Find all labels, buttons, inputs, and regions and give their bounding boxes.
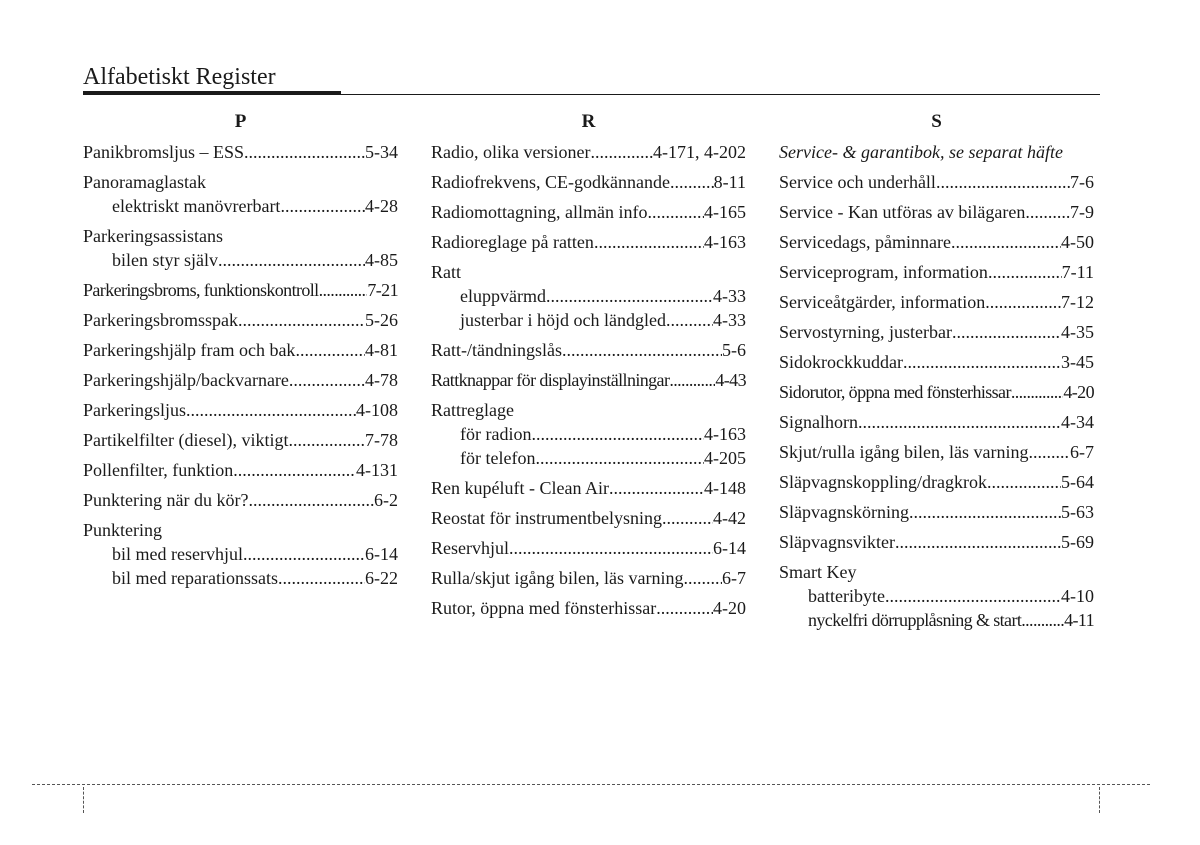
subentry-row [779, 584, 1094, 608]
entry-label: Släpvagnsvikter [779, 532, 895, 552]
subentry-page: 4-11 [1064, 610, 1094, 630]
entry-heading: Rattreglage [431, 400, 514, 420]
entry-row [779, 440, 1094, 464]
dot-leader [233, 458, 356, 482]
subentry-row [83, 248, 398, 272]
entry-page: 4-148 [704, 478, 746, 498]
entry-row [431, 536, 746, 560]
entry-label: Reservhjul [431, 538, 509, 558]
entry-row [431, 170, 746, 194]
entry-page: 5-69 [1061, 532, 1094, 552]
index-entry [431, 506, 746, 530]
index-entry [83, 368, 398, 392]
entry-label: Partikelfilter (diesel), viktigt [83, 430, 289, 450]
entry-label: Parkeringsljus [83, 400, 186, 420]
entry-row [779, 410, 1094, 434]
entry-page: 7-21 [367, 280, 398, 300]
index-entry [431, 566, 746, 590]
index-entry [779, 290, 1094, 314]
subentry-row [83, 566, 398, 590]
dot-leader [936, 170, 1070, 194]
entry-page: 4-131 [356, 460, 398, 480]
index-entry [779, 260, 1094, 284]
index-entry [779, 410, 1094, 434]
entry-page: 7-11 [1061, 262, 1094, 282]
dot-leader [562, 338, 722, 362]
entry-label: Rattknappar för displayinställningar [431, 370, 670, 390]
dot-leader [248, 488, 374, 512]
dot-leader [280, 194, 365, 218]
index-entry [431, 230, 746, 254]
dot-leader [683, 566, 722, 590]
dot-leader [895, 530, 1061, 554]
dot-leader [858, 410, 1061, 434]
entry-label: Parkeringsbroms, funktionskontroll [83, 280, 319, 300]
entry-label: Radioreglage på ratten [431, 232, 594, 252]
index-entry [431, 260, 746, 332]
index-entry [83, 398, 398, 422]
dot-leader [278, 566, 365, 590]
entry-row [431, 368, 746, 392]
entry-label: Signalhorn [779, 412, 858, 432]
dot-leader [951, 230, 1061, 254]
index-column-s [779, 110, 1094, 638]
dot-leader [244, 140, 365, 164]
entry-page: 4-42 [713, 508, 746, 528]
dot-leader [670, 170, 714, 194]
entry-row [779, 200, 1094, 224]
index-entry [779, 230, 1094, 254]
section-letter-p: P [234, 111, 247, 132]
entry-page: 6-7 [722, 568, 746, 588]
index-column-p [83, 110, 398, 596]
entry-page: 6-7 [1070, 442, 1094, 462]
index-entry [431, 170, 746, 194]
dot-leader [535, 446, 704, 470]
dot-leader [1021, 608, 1064, 632]
entry-row [83, 398, 398, 422]
section-letter-r: R [581, 111, 596, 132]
index-column-r [431, 110, 746, 626]
subentry-page: 6-22 [365, 568, 398, 588]
entry-page: 7-78 [365, 430, 398, 450]
entry-page: 6-14 [713, 538, 746, 558]
index-entry [83, 428, 398, 452]
index-entry [83, 518, 398, 590]
index-entry [83, 224, 398, 272]
index-entry [431, 368, 746, 392]
entry-row [779, 380, 1094, 404]
entry-row [431, 566, 746, 590]
subentry-page: 4-33 [713, 286, 746, 306]
dot-leader [546, 284, 713, 308]
entry-label: Service och underhåll [779, 172, 936, 192]
entry-row [431, 506, 746, 530]
entry-row [431, 476, 746, 500]
dot-leader [909, 500, 1061, 524]
entry-page: 4-20 [1063, 382, 1094, 402]
entry-page: 4-81 [365, 340, 398, 360]
subentry-row [431, 284, 746, 308]
entry-row [779, 350, 1094, 374]
entry-label: Serviceprogram, information [779, 262, 988, 282]
dot-leader [289, 368, 365, 392]
entry-page: 5-6 [722, 340, 746, 360]
subentry-page: 4-33 [713, 310, 746, 330]
subentry-label: eluppvärmd [460, 286, 546, 306]
entry-label: Rutor, öppna med fönsterhissar [431, 598, 657, 618]
entry-row [83, 278, 398, 302]
entry-row [431, 140, 746, 164]
entry-page: 5-26 [365, 310, 398, 330]
index-entry [431, 536, 746, 560]
entry-page: 4-50 [1061, 232, 1094, 252]
entry-label: Radio, olika versioner [431, 142, 591, 162]
entry-label: Rulla/skjut igång bilen, läs varning [431, 568, 684, 588]
subentry-label: batteribyte [808, 586, 885, 606]
entry-page: 4-171, 4-202 [653, 142, 746, 162]
entry-row [83, 308, 398, 332]
dot-leader [295, 338, 365, 362]
dot-leader [987, 470, 1061, 494]
dot-leader [509, 536, 713, 560]
entry-page: 5-34 [365, 142, 398, 162]
dot-leader [288, 428, 365, 452]
header-rule-thick [83, 91, 341, 95]
index-entry [83, 338, 398, 362]
index-entry [83, 278, 398, 302]
subentry-page: 6-14 [365, 544, 398, 564]
entry-label: Sidorutor, öppna med fönsterhissar [779, 382, 1011, 402]
entry-row [83, 338, 398, 362]
entry-page: 8-11 [713, 172, 746, 192]
entry-label: Skjut/rulla igång bilen, läs varning [779, 442, 1029, 462]
dot-leader [656, 596, 713, 620]
index-entry [431, 200, 746, 224]
index-entry [431, 140, 746, 164]
dot-leader [903, 350, 1061, 374]
subentry-page: 4-85 [365, 250, 398, 270]
index-entry [779, 500, 1094, 524]
entry-label: Parkeringshjälp fram och bak [83, 340, 296, 360]
entry-label: Panikbromsljus – ESS [83, 142, 245, 162]
index-entry [83, 488, 398, 512]
entry-label: Ren kupéluft - Clean Air [431, 478, 609, 498]
entry-page: 4-35 [1061, 322, 1094, 342]
subentry-label: bil med reservhjul [112, 544, 243, 564]
dot-leader [531, 422, 704, 446]
entry-label: Reostat för instrumentbelysning [431, 508, 662, 528]
entry-row [779, 290, 1094, 314]
index-entry [431, 476, 746, 500]
dot-leader [243, 542, 365, 566]
dot-leader [594, 230, 704, 254]
dot-leader [647, 200, 704, 224]
entry-label: Serviceåtgärder, information [779, 292, 986, 312]
entry-row [779, 470, 1094, 494]
index-entry [431, 398, 746, 470]
entry-label: Servicedags, påminnare [779, 232, 951, 252]
entry-row [779, 530, 1094, 554]
entry-label: Parkeringshjälp/backvarnare [83, 370, 289, 390]
index-entry [779, 200, 1094, 224]
subentry-row [431, 446, 746, 470]
subentry-row [779, 608, 1094, 632]
entry-row [431, 596, 746, 620]
page-title: Alfabetiskt Register [83, 64, 276, 90]
entry-heading: Parkeringsassistans [83, 226, 223, 246]
index-note: Service- & garantibok, se separat häfte [779, 142, 1063, 162]
dot-leader [1028, 440, 1070, 464]
subentry-page: 4-28 [365, 196, 398, 216]
index-entry [83, 308, 398, 332]
entry-page: 5-64 [1061, 472, 1094, 492]
entry-page: 5-63 [1061, 502, 1094, 522]
entry-label: Radiofrekvens, CE-godkännande [431, 172, 670, 192]
entry-page: 4-165 [704, 202, 746, 222]
index-entry [83, 458, 398, 482]
footer-crop-line [32, 784, 1150, 785]
subentry-row [83, 542, 398, 566]
entry-label: Ratt-/tändningslås [431, 340, 562, 360]
dot-leader [669, 368, 715, 392]
index-entry [779, 320, 1094, 344]
entry-page: 4-108 [356, 400, 398, 420]
entry-row [779, 500, 1094, 524]
dot-leader [218, 248, 365, 272]
entry-heading: Smart Key [779, 562, 857, 582]
index-entry [431, 338, 746, 362]
subentry-label: elektriskt manövrerbart [112, 196, 281, 216]
index-entry [779, 530, 1094, 554]
entry-page: 4-34 [1061, 412, 1094, 432]
entry-heading: Punktering [83, 520, 162, 540]
index-entry-note [779, 140, 1094, 164]
subentry-page: 4-205 [704, 448, 746, 468]
entry-page: 7-9 [1070, 202, 1094, 222]
subentry-label: justerbar i höjd och ländgled [460, 310, 666, 330]
entry-row [83, 488, 398, 512]
footer-crop-mark-left [83, 787, 85, 813]
subentry-page: 4-10 [1061, 586, 1094, 606]
footer-crop-mark-right [1099, 787, 1101, 813]
entry-label: Släpvagnskörning [779, 502, 909, 522]
entry-page: 7-6 [1070, 172, 1094, 192]
entry-label: Parkeringsbromsspak [83, 310, 238, 330]
dot-leader [186, 398, 356, 422]
index-entry [431, 596, 746, 620]
entry-page: 4-163 [704, 232, 746, 252]
dot-leader [590, 140, 653, 164]
entry-row [83, 368, 398, 392]
entry-row [779, 260, 1094, 284]
entry-label: Radiomottagning, allmän info [431, 202, 648, 222]
dot-leader [952, 320, 1061, 344]
entry-heading: Ratt [431, 262, 461, 282]
index-entry [779, 380, 1094, 404]
index-entry [779, 170, 1094, 194]
subentry-label: för telefon [460, 448, 536, 468]
entry-row [83, 140, 398, 164]
dot-leader [988, 260, 1062, 284]
entry-page: 4-43 [715, 370, 746, 390]
dot-leader [885, 584, 1061, 608]
index-entry [83, 140, 398, 164]
subentry-label: bilen styr själv [112, 250, 218, 270]
index-entry [83, 170, 398, 218]
entry-row [83, 428, 398, 452]
entry-row [779, 170, 1094, 194]
dot-leader [1025, 200, 1070, 224]
subentry-label: nyckelfri dörrupplåsning & start [808, 610, 1022, 630]
dot-leader [609, 476, 704, 500]
index-entry [779, 560, 1094, 632]
entry-label: Servostyrning, justerbar [779, 322, 952, 342]
entry-label: Pollenfilter, funktion [83, 460, 234, 480]
entry-row [431, 200, 746, 224]
entry-page: 4-78 [365, 370, 398, 390]
subentry-label: bil med reparationssats [112, 568, 278, 588]
entry-page: 4-20 [713, 598, 746, 618]
index-entry [779, 470, 1094, 494]
entry-row [431, 230, 746, 254]
entry-row [779, 320, 1094, 344]
header-rule-thin [341, 94, 1100, 95]
entry-page: 7-12 [1061, 292, 1094, 312]
entry-row [431, 338, 746, 362]
subentry-row [83, 194, 398, 218]
subentry-page: 4-163 [704, 424, 746, 444]
dot-leader [985, 290, 1061, 314]
index-entry [779, 350, 1094, 374]
subentry-row [431, 422, 746, 446]
dot-leader [1011, 380, 1064, 404]
entry-row [779, 230, 1094, 254]
dot-leader [319, 278, 368, 302]
entry-row [83, 458, 398, 482]
index-entry [779, 440, 1094, 464]
dot-leader [666, 308, 713, 332]
section-letter-s: S [931, 111, 942, 132]
subentry-label: för radion [460, 424, 532, 444]
entry-page: 3-45 [1061, 352, 1094, 372]
entry-label: Punktering när du kör? [83, 490, 249, 510]
entry-label: Service - Kan utföras av bilägaren [779, 202, 1026, 222]
entry-heading: Panoramaglastak [83, 172, 206, 192]
entry-page: 6-2 [374, 490, 398, 510]
entry-label: Släpvagnskoppling/dragkrok [779, 472, 987, 492]
subentry-row [431, 308, 746, 332]
dot-leader [238, 308, 365, 332]
dot-leader [662, 506, 713, 530]
entry-label: Sidokrockkuddar [779, 352, 903, 372]
